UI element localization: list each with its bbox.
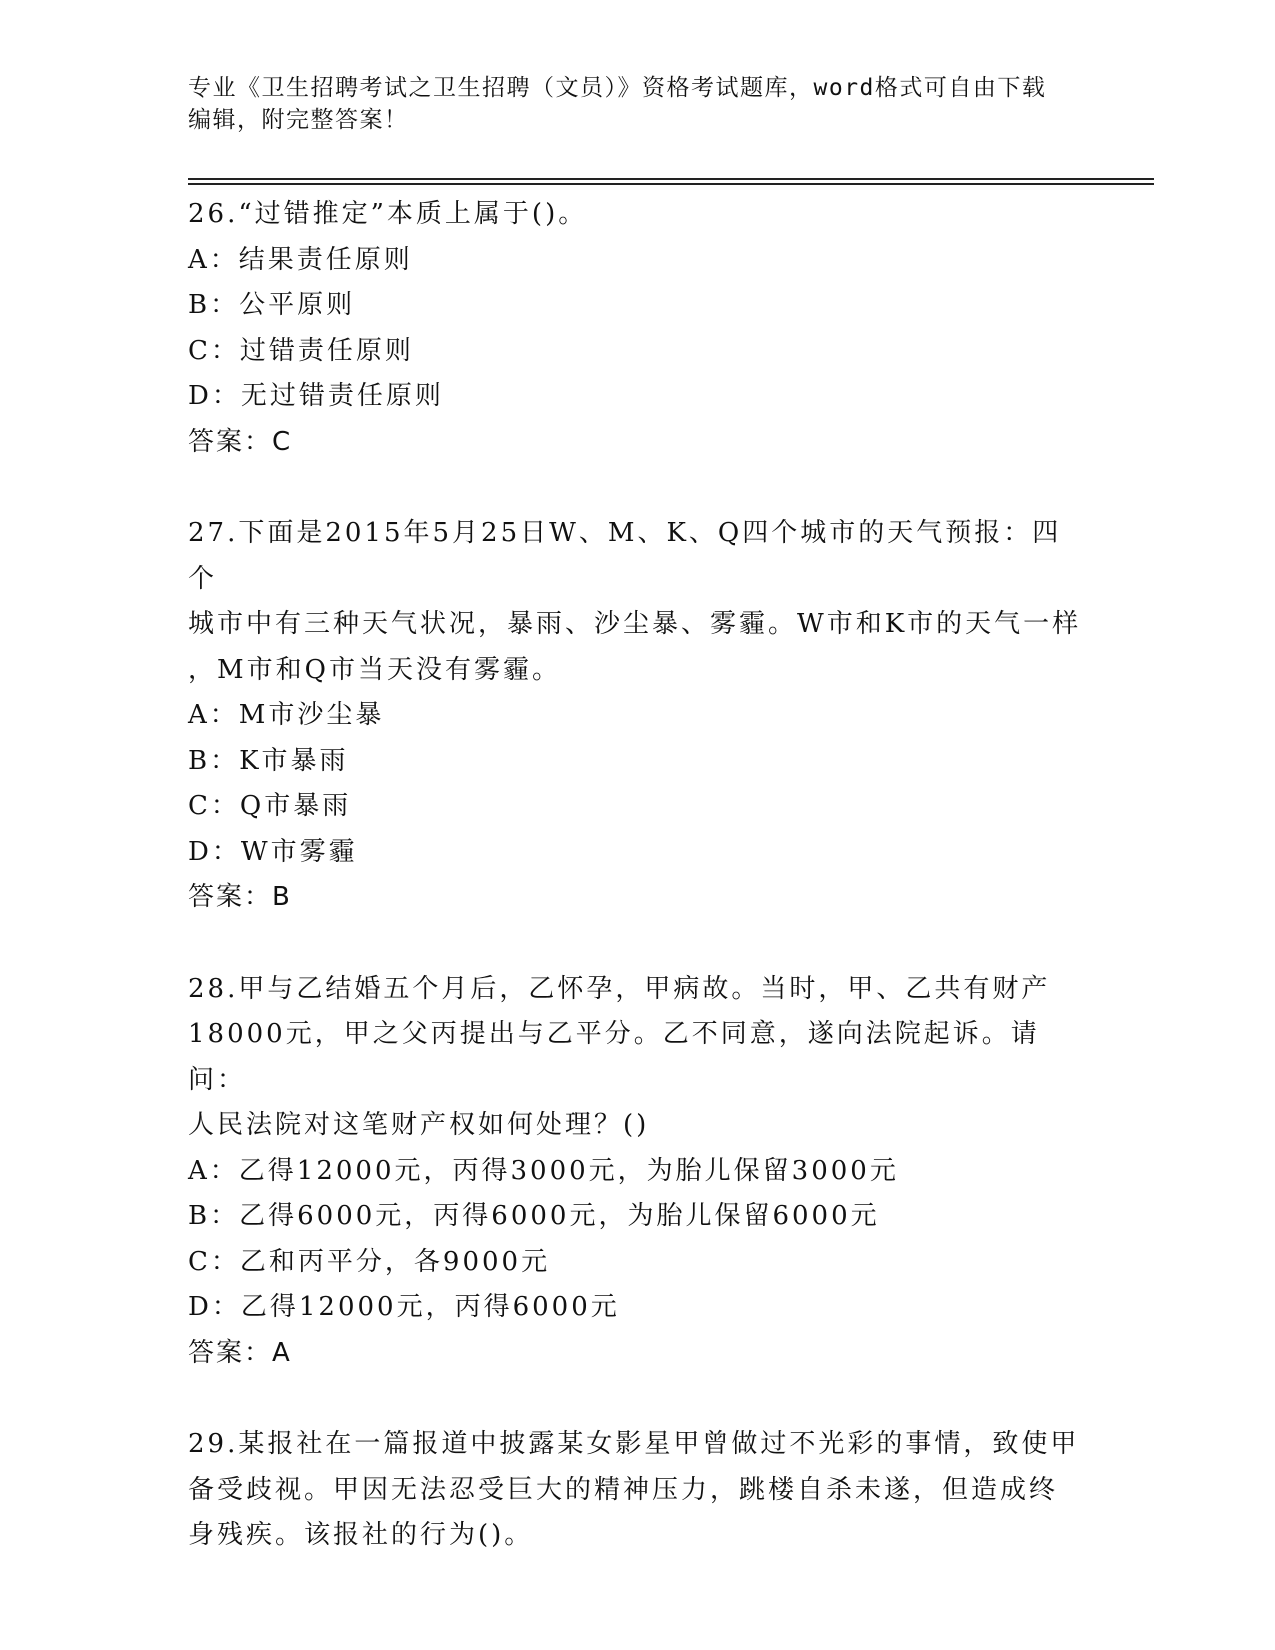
option-a bbox=[188, 693, 1088, 739]
option-a bbox=[188, 238, 1088, 284]
option-key: A： bbox=[188, 1155, 239, 1186]
question-29 bbox=[188, 1422, 1088, 1559]
option-b bbox=[188, 1194, 1088, 1240]
question-stem bbox=[188, 192, 1088, 238]
stem-line: 29.某报社在一篇报道中披露某女影星甲曾做过不光彩的事情，致使甲 bbox=[188, 1429, 1080, 1459]
answer: 答案：C bbox=[188, 426, 293, 457]
stem-line: 28.甲与乙结婚五个月后，乙怀孕，甲病故。当时，甲、乙共有财产 bbox=[188, 973, 1051, 1004]
option-text: 公平原则 bbox=[239, 290, 356, 320]
option-b bbox=[188, 739, 1088, 785]
option-key: A： bbox=[188, 700, 239, 730]
option-key: B： bbox=[188, 1201, 240, 1231]
option-key: D： bbox=[188, 1292, 241, 1322]
option-key: D： bbox=[188, 836, 241, 867]
question-stem bbox=[188, 1422, 1088, 1559]
option-text: 乙得12000元，丙得6000元 bbox=[240, 1292, 620, 1322]
question-27 bbox=[188, 511, 1088, 921]
stem-line: 人民法院对这笔财产权如何处理？() bbox=[188, 1110, 650, 1140]
option-b bbox=[188, 283, 1088, 329]
question-list bbox=[188, 192, 1088, 1605]
option-text: K市暴雨 bbox=[239, 745, 349, 776]
header-divider-top bbox=[188, 178, 1154, 180]
option-key: D： bbox=[188, 381, 241, 411]
stem-line: 18000元，甲之父丙提出与乙平分。乙不同意，遂向法院起诉。请问： bbox=[188, 1019, 1040, 1095]
stem-line: 身残疾。该报社的行为()。 bbox=[188, 1520, 534, 1550]
question-stem bbox=[188, 967, 1088, 1149]
option-key: C： bbox=[188, 335, 240, 366]
option-key: B： bbox=[188, 745, 240, 776]
option-key: A： bbox=[188, 244, 239, 275]
answer: 答案：B bbox=[188, 882, 292, 912]
stem-line: 27.下面是2015年5月25日W、M、K、Q四个城市的天气预报：四个 bbox=[188, 518, 1062, 594]
stem-line: 备受歧视。甲因无法忍受巨大的精神压力，跳楼自杀未遂，但造成终 bbox=[188, 1474, 1059, 1505]
option-c bbox=[188, 1240, 1088, 1286]
stem-line: 26.“过错推定”本质上属于()。 bbox=[188, 199, 588, 229]
header-line-1: 专业《卫生招聘考试之卫生招聘（文员）》资格考试题库，word格式可自由下载 bbox=[188, 75, 1047, 101]
option-text: 结果责任原则 bbox=[238, 244, 413, 275]
question-26 bbox=[188, 192, 1088, 465]
answer: 答案：A bbox=[188, 1337, 292, 1368]
option-c bbox=[188, 784, 1088, 830]
stem-line: ，M市和Q市当天没有雾霾。 bbox=[188, 654, 561, 685]
question-28 bbox=[188, 967, 1088, 1377]
option-key: C： bbox=[188, 1246, 240, 1277]
option-text: 乙得12000元，丙得3000元，为胎儿保留3000元 bbox=[238, 1155, 899, 1186]
option-text: 无过错责任原则 bbox=[240, 381, 444, 411]
option-text: M市沙尘暴 bbox=[238, 700, 385, 730]
option-key: B： bbox=[188, 290, 240, 320]
option-a bbox=[188, 1149, 1088, 1195]
question-stem bbox=[188, 511, 1088, 693]
option-d bbox=[188, 374, 1088, 420]
option-d bbox=[188, 1285, 1088, 1331]
header-divider-bottom bbox=[188, 183, 1154, 185]
option-text: 乙得6000元，丙得6000元，为胎儿保留6000元 bbox=[239, 1201, 880, 1231]
option-text: 乙和丙平分，各9000元 bbox=[239, 1246, 551, 1277]
option-text: W市雾霾 bbox=[240, 836, 358, 867]
option-text: 过错责任原则 bbox=[239, 335, 414, 366]
option-d bbox=[188, 830, 1088, 876]
option-text: Q市暴雨 bbox=[239, 791, 352, 821]
option-c bbox=[188, 329, 1088, 375]
stem-line: 城市中有三种天气状况，暴雨、沙尘暴、雾霾。W市和K市的天气一样 bbox=[188, 609, 1082, 639]
document-header bbox=[188, 72, 1068, 136]
option-key: C： bbox=[188, 791, 240, 821]
header-line-2: 编辑，附完整答案！ bbox=[188, 107, 409, 133]
